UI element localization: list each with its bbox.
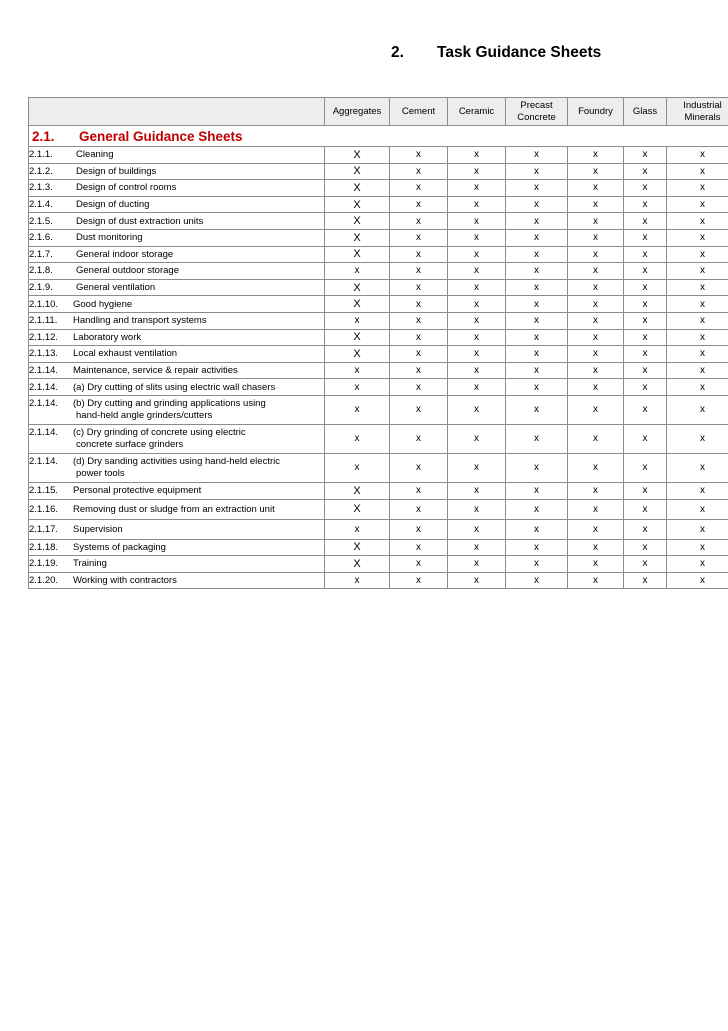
mark-cell: x [624,246,667,263]
mark-cell: X [325,296,390,313]
mark-cell: x [506,572,568,589]
mark-cell: X [325,279,390,296]
mark-cell: x [667,229,728,246]
mark-cell: x [568,519,624,539]
table-row [29,163,728,180]
row-number: 2.1.5. [29,215,53,227]
mark-cell: x [624,180,667,197]
mark-cell: x [390,296,448,313]
mark-cell: x [667,453,728,482]
row-number: 2.1.14. [29,397,59,409]
row-number: 2.1.19. [29,558,59,570]
column-header-line: Cement [401,105,436,117]
mark-cell: x [325,424,390,453]
row-label-cell [29,296,325,313]
mark-cell: x [568,453,624,482]
mark-cell: x [390,519,448,539]
mark-cell: x [624,453,667,482]
mark-cell: x [624,482,667,499]
table-row [29,519,728,539]
mark-cell: x [624,379,667,396]
row-label: Maintenance, service & repair activities [73,365,238,377]
row-label-cell [29,519,325,539]
mark-cell: X [325,180,390,197]
mark-cell: x [506,329,568,346]
mark-cell: x [624,229,667,246]
mark-cell: x [448,147,506,164]
column-header-line: Ceramic [458,105,495,117]
mark-cell: x [325,263,390,280]
mark-cell: x [506,147,568,164]
mark-cell: x [390,539,448,556]
mark-cell: x [325,572,390,589]
row-number: 2.1.13. [29,348,59,360]
row-label-cell [29,556,325,573]
mark-cell: x [448,556,506,573]
mark-cell: x [568,213,624,230]
mark-cell: X [325,213,390,230]
mark-cell: x [390,572,448,589]
mark-cell: x [448,499,506,519]
row-label: (a) Dry cutting of slits using electric wall chasers [73,381,276,393]
column-header-line: Industrial [683,99,722,111]
mark-cell: x [667,539,728,556]
mark-cell: x [506,395,568,424]
mark-cell: x [506,499,568,519]
mark-cell: x [448,163,506,180]
mark-cell: x [667,572,728,589]
column-header [390,98,448,126]
mark-cell: x [390,379,448,396]
row-label: Local exhaust ventilation [73,348,178,360]
table-row [29,379,728,396]
table-row [29,362,728,379]
mark-cell: x [667,312,728,329]
row-number: 2.1.16. [29,503,59,515]
mark-cell: x [390,329,448,346]
mark-cell: x [667,296,728,313]
column-header [448,98,506,126]
row-label-continuation: power tools [76,467,125,479]
mark-cell: x [667,180,728,197]
mark-cell: x [568,246,624,263]
mark-cell: x [568,572,624,589]
mark-cell: x [568,482,624,499]
mark-cell: x [448,263,506,280]
row-label: (d) Dry sanding activities using hand-held electric [73,455,280,467]
mark-cell: X [325,346,390,363]
mark-cell: x [568,424,624,453]
column-header-line: Glass [632,105,658,117]
table-row [29,229,728,246]
mark-cell: x [325,453,390,482]
row-label-cell [29,213,325,230]
mark-cell: x [568,379,624,396]
row-label-cell [29,499,325,519]
mark-cell: x [624,279,667,296]
mark-cell: x [506,556,568,573]
mark-cell: x [568,556,624,573]
mark-cell: x [667,196,728,213]
row-label: General indoor storage [76,248,174,260]
mark-cell: x [568,279,624,296]
mark-cell: x [667,379,728,396]
mark-cell: x [624,362,667,379]
row-label-cell [29,379,325,396]
mark-cell: x [448,572,506,589]
mark-cell: X [325,539,390,556]
mark-cell: x [624,519,667,539]
row-label-cell [29,346,325,363]
mark-cell: x [390,180,448,197]
mark-cell: x [624,296,667,313]
row-label: (c) Dry grinding of concrete using electric [73,426,246,438]
mark-cell: x [506,519,568,539]
mark-cell: X [325,246,390,263]
row-label-cell [29,453,325,482]
header-row [29,98,728,126]
row-number: 2.1.18. [29,541,59,553]
mark-cell: x [448,395,506,424]
mark-cell: x [667,395,728,424]
row-label-cell [29,329,325,346]
row-label-cell [29,246,325,263]
mark-cell: x [448,362,506,379]
row-label-cell [29,395,325,424]
mark-cell: x [568,229,624,246]
mark-cell: x [506,296,568,313]
mark-cell: x [506,482,568,499]
mark-cell: x [568,196,624,213]
mark-cell: x [506,453,568,482]
row-label: General ventilation [76,282,156,294]
mark-cell: x [568,180,624,197]
row-label-cell [29,180,325,197]
mark-cell: x [568,163,624,180]
mark-cell: x [390,453,448,482]
heading-title: Task Guidance Sheets [437,44,602,61]
row-number: 2.1.20. [29,574,59,586]
row-number: 2.1.1. [29,149,53,161]
mark-cell: x [390,362,448,379]
mark-cell: x [448,213,506,230]
table-row [29,346,728,363]
table-row [29,482,728,499]
mark-cell: x [568,499,624,519]
section-heading [29,126,728,147]
table-row [29,539,728,556]
mark-cell: x [506,539,568,556]
mark-cell: x [448,246,506,263]
mark-cell: x [667,499,728,519]
row-label: Good hygiene [73,298,133,310]
row-label: Design of control rooms [76,182,177,194]
row-label: Personal protective equipment [73,485,202,497]
mark-cell: x [448,180,506,197]
table-row [29,196,728,213]
table-row [29,499,728,519]
row-number: 2.1.11. [29,315,58,327]
mark-cell: x [624,312,667,329]
mark-cell: x [506,362,568,379]
table-row [29,263,728,280]
mark-cell: x [390,424,448,453]
mark-cell: x [624,163,667,180]
mark-cell: x [624,539,667,556]
table-row [29,556,728,573]
mark-cell: x [667,163,728,180]
mark-cell: x [568,312,624,329]
mark-cell: x [624,556,667,573]
row-label-cell [29,572,325,589]
row-label-continuation: hand-held angle grinders/cutters [76,409,213,421]
mark-cell: x [506,424,568,453]
column-header-line: Minerals [684,111,721,123]
mark-cell: x [448,424,506,453]
mark-cell: x [506,180,568,197]
row-label: Design of buildings [76,165,157,177]
mark-cell: x [624,346,667,363]
mark-cell: x [667,279,728,296]
row-label: Design of dust extraction units [76,215,204,227]
row-label: Supervision [73,523,123,535]
mark-cell: x [624,329,667,346]
row-number: 2.1.8. [29,265,53,277]
mark-cell: X [325,556,390,573]
mark-cell: x [624,424,667,453]
mark-cell: x [448,482,506,499]
table-body [29,98,728,589]
row-number: 2.1.17. [29,523,59,535]
row-number: 2.1.14. [29,426,59,438]
mark-cell: x [448,379,506,396]
mark-cell: X [325,329,390,346]
mark-cell: x [624,263,667,280]
row-label: Dust monitoring [76,232,143,244]
row-label: Cleaning [76,149,114,161]
mark-cell: x [506,263,568,280]
table-row [29,213,728,230]
mark-cell: x [390,196,448,213]
row-label-cell [29,196,325,213]
mark-cell: x [624,499,667,519]
table-row [29,329,728,346]
mark-cell: x [506,312,568,329]
column-header [325,98,390,126]
mark-cell: x [667,263,728,280]
mark-cell: x [568,329,624,346]
mark-cell: x [568,147,624,164]
column-header-line: Concrete [517,111,556,123]
mark-cell: x [448,229,506,246]
row-label-cell [29,147,325,164]
mark-cell: X [325,196,390,213]
row-number: 2.1.7. [29,248,53,260]
mark-cell: x [568,395,624,424]
mark-cell: x [448,312,506,329]
mark-cell: x [390,229,448,246]
row-number: 2.1.9. [29,282,53,294]
column-header-line: Foundry [578,105,613,117]
mark-cell: x [390,312,448,329]
header-blank-cell [29,98,325,126]
mark-cell: x [667,519,728,539]
mark-cell: X [325,482,390,499]
page-heading [0,44,728,66]
mark-cell: x [325,312,390,329]
table-row [29,395,728,424]
mark-cell: x [667,147,728,164]
row-number: 2.1.12. [29,331,59,343]
mark-cell: x [506,346,568,363]
mark-cell: x [667,482,728,499]
table-row [29,180,728,197]
column-header [506,98,568,126]
mark-cell: x [506,379,568,396]
row-number: 2.1.4. [29,199,53,211]
mark-cell: x [624,213,667,230]
row-label-cell [29,482,325,499]
heading-number: 2. [391,44,404,61]
row-number: 2.1.2. [29,165,53,177]
row-label-line [29,398,324,410]
table-row [29,424,728,453]
mark-cell: x [667,556,728,573]
row-label-cell [29,424,325,453]
mark-cell: x [568,296,624,313]
row-label: Laboratory work [73,331,142,343]
mark-cell: x [506,213,568,230]
mark-cell: x [624,395,667,424]
mark-cell: x [325,519,390,539]
row-label: (b) Dry cutting and grinding applications using [73,397,266,409]
mark-cell: x [667,424,728,453]
column-header [667,98,728,126]
mark-cell: x [448,346,506,363]
row-label: General outdoor storage [76,265,179,277]
mark-cell: x [390,499,448,519]
table-row [29,246,728,263]
row-label-line [29,456,324,468]
column-header-line: Aggregates [332,105,382,117]
row-label: Training [73,558,107,570]
mark-cell: x [390,395,448,424]
table-row [29,453,728,482]
mark-cell: X [325,229,390,246]
mark-cell: x [506,229,568,246]
row-number: 2.1.10. [29,298,59,310]
column-header [624,98,667,126]
section-number: 2.1. [32,128,55,144]
mark-cell: x [448,296,506,313]
table-row [29,312,728,329]
row-label-continuation: concrete surface grinders [76,438,184,450]
row-label-cell [29,163,325,180]
row-label: Working with contractors [73,574,177,586]
mark-cell: x [506,196,568,213]
mark-cell: x [448,539,506,556]
row-label-cell [29,362,325,379]
mark-cell: x [667,246,728,263]
mark-cell: x [448,279,506,296]
mark-cell: x [568,362,624,379]
row-number: 2.1.6. [29,232,53,244]
mark-cell: x [390,263,448,280]
row-label-cell [29,229,325,246]
row-label-cell [29,312,325,329]
row-number: 2.1.14. [29,365,59,377]
mark-cell: x [667,329,728,346]
mark-cell: x [325,362,390,379]
row-number: 2.1.14. [29,381,59,393]
row-label-cell [29,263,325,280]
row-label: Design of ducting [76,199,150,211]
mark-cell: x [325,395,390,424]
table-row [29,296,728,313]
mark-cell: x [448,329,506,346]
row-label: Handling and transport systems [73,315,207,327]
section-row [29,126,728,147]
row-label: Removing dust or sludge from an extraction unit [73,503,275,515]
mark-cell: x [667,362,728,379]
mark-cell: x [568,263,624,280]
column-header [568,98,624,126]
mark-cell: x [667,213,728,230]
mark-cell: x [624,196,667,213]
mark-cell: x [568,539,624,556]
mark-cell: X [325,499,390,519]
row-label: Systems of packaging [73,541,166,553]
row-number: 2.1.15. [29,485,59,497]
mark-cell: x [390,213,448,230]
guidance-table [28,97,728,589]
mark-cell: x [568,346,624,363]
mark-cell: x [506,163,568,180]
section-title: General Guidance Sheets [79,128,243,144]
table-row [29,572,728,589]
mark-cell: x [390,279,448,296]
row-label-cell [29,279,325,296]
mark-cell: X [325,147,390,164]
mark-cell: x [448,519,506,539]
mark-cell: x [390,556,448,573]
mark-cell: x [448,196,506,213]
row-label-line [29,427,324,439]
mark-cell: x [506,246,568,263]
table-row [29,147,728,164]
mark-cell: x [624,572,667,589]
mark-cell: x [390,482,448,499]
row-number: 2.1.14. [29,455,59,467]
mark-cell: x [390,346,448,363]
row-number: 2.1.3. [29,182,53,194]
mark-cell: x [448,453,506,482]
mark-cell: x [667,346,728,363]
column-header-line: Precast [520,99,553,111]
mark-cell: x [325,379,390,396]
mark-cell: x [506,279,568,296]
row-label-cell [29,539,325,556]
table-row [29,279,728,296]
mark-cell: x [624,147,667,164]
mark-cell: x [390,246,448,263]
mark-cell: x [390,147,448,164]
mark-cell: x [390,163,448,180]
mark-cell: X [325,163,390,180]
